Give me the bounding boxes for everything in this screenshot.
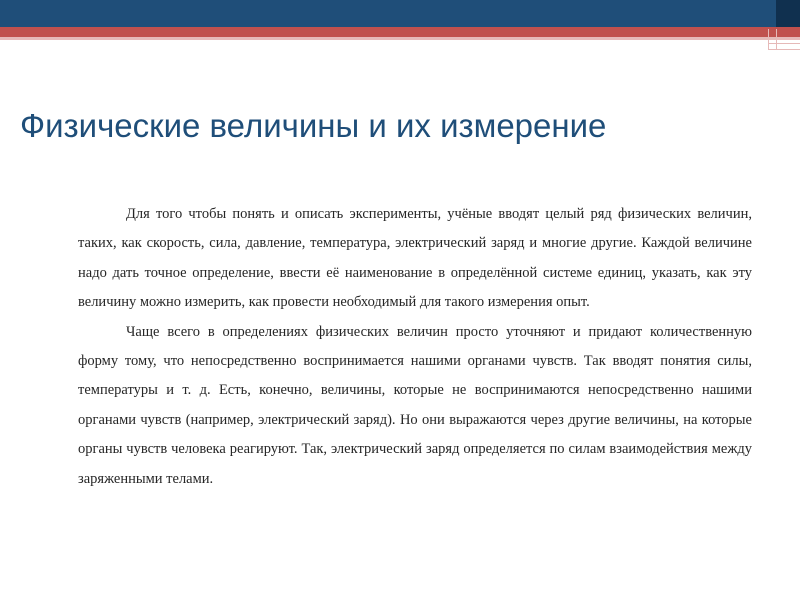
header-band-accent (776, 0, 800, 27)
header-red-stripe (0, 27, 800, 37)
slide-title: Физические величины и их измерение (20, 107, 607, 144)
paragraph: Для того чтобы понять и описать эксперименты, учёные вводят целый ряд физических величин, таких, как скорость, сила, давление, температура, электрический заряд и многие другие. Каждой величине надо дать точное определение, ввести её наименование в определённой системе единиц, указать, как эту величину можно измерить, как провести необходимый для такого измерения опыт. (78, 206, 752, 311)
paragraph: Чаще всего в определениях физических величин просто уточняют и придают количественную форму тому, что непосредственно воспринимается нашими органами чувств. Так вводят понятия силы, температуры и т. д. Есть, конечно, величины, которые не воспринимаются непосредственно нашими органами чувств (например, электрический заряд). Но они выражаются через другие величины, на которые органы чувств человека реагируют. Так, электрический заряд определяется по силам взаимодействия между заряженными телами. (78, 323, 752, 487)
slide-body (78, 200, 752, 494)
corner-decoration (768, 27, 800, 53)
header-light-stripe (0, 37, 800, 40)
header-band (0, 0, 800, 27)
